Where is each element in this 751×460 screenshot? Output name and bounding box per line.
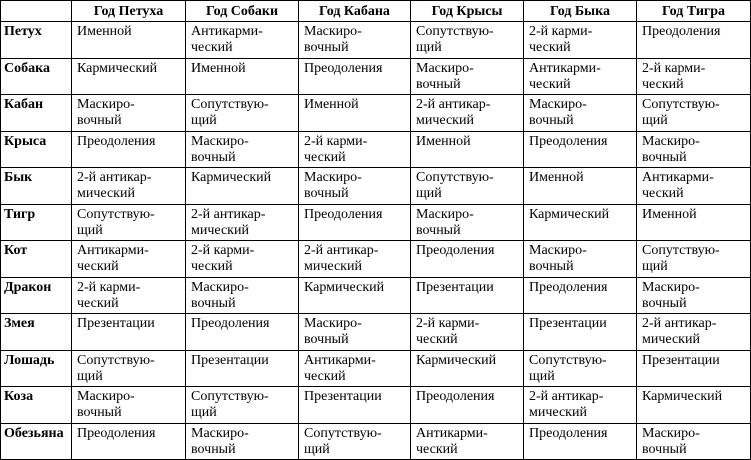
table-cell: Преодоления [299,58,411,95]
table-cell: Маскиро- вочный [637,423,751,460]
table-cell: 2-й карми- ческий [524,22,637,59]
table-cell: Антикарми- ческий [186,22,299,59]
table-cell: Преодоления [186,314,299,351]
column-header: Год Собаки [186,1,299,22]
table-cell: Антикарми- ческий [637,168,751,205]
table-cell: Презентации [186,350,299,387]
table-cell: Маскиро- вочный [524,95,637,132]
table-row [1,58,751,95]
column-header: Год Крысы [411,1,524,22]
table-cell: Кармический [186,168,299,205]
table-cell: Сопутствую- щий [411,168,524,205]
table-cell: Презентации [524,314,637,351]
table-cell: Маскиро- вочный [411,204,524,241]
table-cell: Преодоления [411,241,524,278]
table-cell: Презентации [299,387,411,424]
row-header: Лошадь [1,350,72,387]
table-cell: 2-й антикар- мический [299,241,411,278]
table-cell: Презентации [72,314,186,351]
table-cell: Маскиро- вочный [72,95,186,132]
table-cell: 2-й карми- ческий [637,58,751,95]
table-cell: Кармический [411,350,524,387]
table-row [1,241,751,278]
table-cell: 2-й антикар- мический [637,314,751,351]
column-header: Год Кабана [299,1,411,22]
table-cell: 2-й карми- ческий [411,314,524,351]
table-cell: Маскиро- вочный [637,131,751,168]
table-row [1,423,751,460]
table-cell: 2-й антикар- мический [411,95,524,132]
row-header: Петух [1,22,72,59]
table-cell: Именной [186,58,299,95]
table-row [1,350,751,387]
table-cell: Преодоления [72,131,186,168]
row-header: Коза [1,387,72,424]
table-cell: Сопутствую- щий [186,387,299,424]
table-row [1,204,751,241]
table-cell: Именной [411,131,524,168]
table-row [1,168,751,205]
table-cell: Маскиро- вочный [186,131,299,168]
table-row [1,314,751,351]
table-cell: Презентации [637,350,751,387]
table-cell: Преодоления [411,387,524,424]
table-cell: Сопутствую- щий [72,350,186,387]
header-row [1,1,751,22]
table-cell: 2-й карми- ческий [186,241,299,278]
table-cell: Сопутствую- щий [186,95,299,132]
table-cell: Сопутствую- щий [411,22,524,59]
table-cell: Кармический [524,204,637,241]
table-cell: Маскиро- вочный [524,241,637,278]
table-cell: Маскиро- вочный [299,314,411,351]
table-cell: Преодоления [524,131,637,168]
table-cell: Преодоления [72,423,186,460]
table-cell: Маскиро- вочный [411,58,524,95]
table-cell: 2-й карми- ческий [299,131,411,168]
row-header: Змея [1,314,72,351]
table-row [1,22,751,59]
table-cell: Маскиро- вочный [72,387,186,424]
corner-cell [1,1,72,22]
table-row [1,277,751,314]
table-cell: Именной [524,168,637,205]
row-header: Крыса [1,131,72,168]
table-cell: Сопутствую- щий [72,204,186,241]
table-cell: Кармический [637,387,751,424]
row-header: Тигр [1,204,72,241]
table-cell: Преодоления [524,423,637,460]
table-cell: Именной [299,95,411,132]
table-cell: Маскиро- вочный [299,168,411,205]
row-header: Кабан [1,95,72,132]
table-cell: Именной [637,204,751,241]
table-cell: Маскиро- вочный [299,22,411,59]
table-cell: Именной [72,22,186,59]
table-cell: Сопутствую- щий [524,350,637,387]
table-cell: Сопутствую- щий [637,241,751,278]
row-header: Бык [1,168,72,205]
table-cell: 2-й карми- ческий [72,277,186,314]
table-cell: Преодоления [637,22,751,59]
table-cell: Антикарми- ческий [299,350,411,387]
table-cell: 2-й антикар- мический [186,204,299,241]
row-header: Дракон [1,277,72,314]
table-cell: Кармический [72,58,186,95]
table-cell: 2-й антикар- мический [72,168,186,205]
table-cell: Антикарми- ческий [524,58,637,95]
row-header: Обезьяна [1,423,72,460]
table-row [1,131,751,168]
table-cell: Сопутствую- щий [299,423,411,460]
column-header: Год Петуха [72,1,186,22]
column-header: Год Тигра [637,1,751,22]
table-cell: Маскиро- вочный [186,277,299,314]
table-cell: Кармический [299,277,411,314]
table-cell: Маскиро- вочный [186,423,299,460]
table-cell: Антикарми- ческий [72,241,186,278]
table-cell: Презентации [411,277,524,314]
table-cell: Сопутствую- щий [637,95,751,132]
table-cell: Преодоления [524,277,637,314]
column-header: Год Быка [524,1,637,22]
table-cell: Маскиро- вочный [637,277,751,314]
table-cell: Преодоления [299,204,411,241]
table-row [1,95,751,132]
row-header: Кот [1,241,72,278]
table-cell: Антикарми- ческий [411,423,524,460]
table-cell: 2-й антикар- мический [524,387,637,424]
row-header: Собака [1,58,72,95]
table-row [1,387,751,424]
